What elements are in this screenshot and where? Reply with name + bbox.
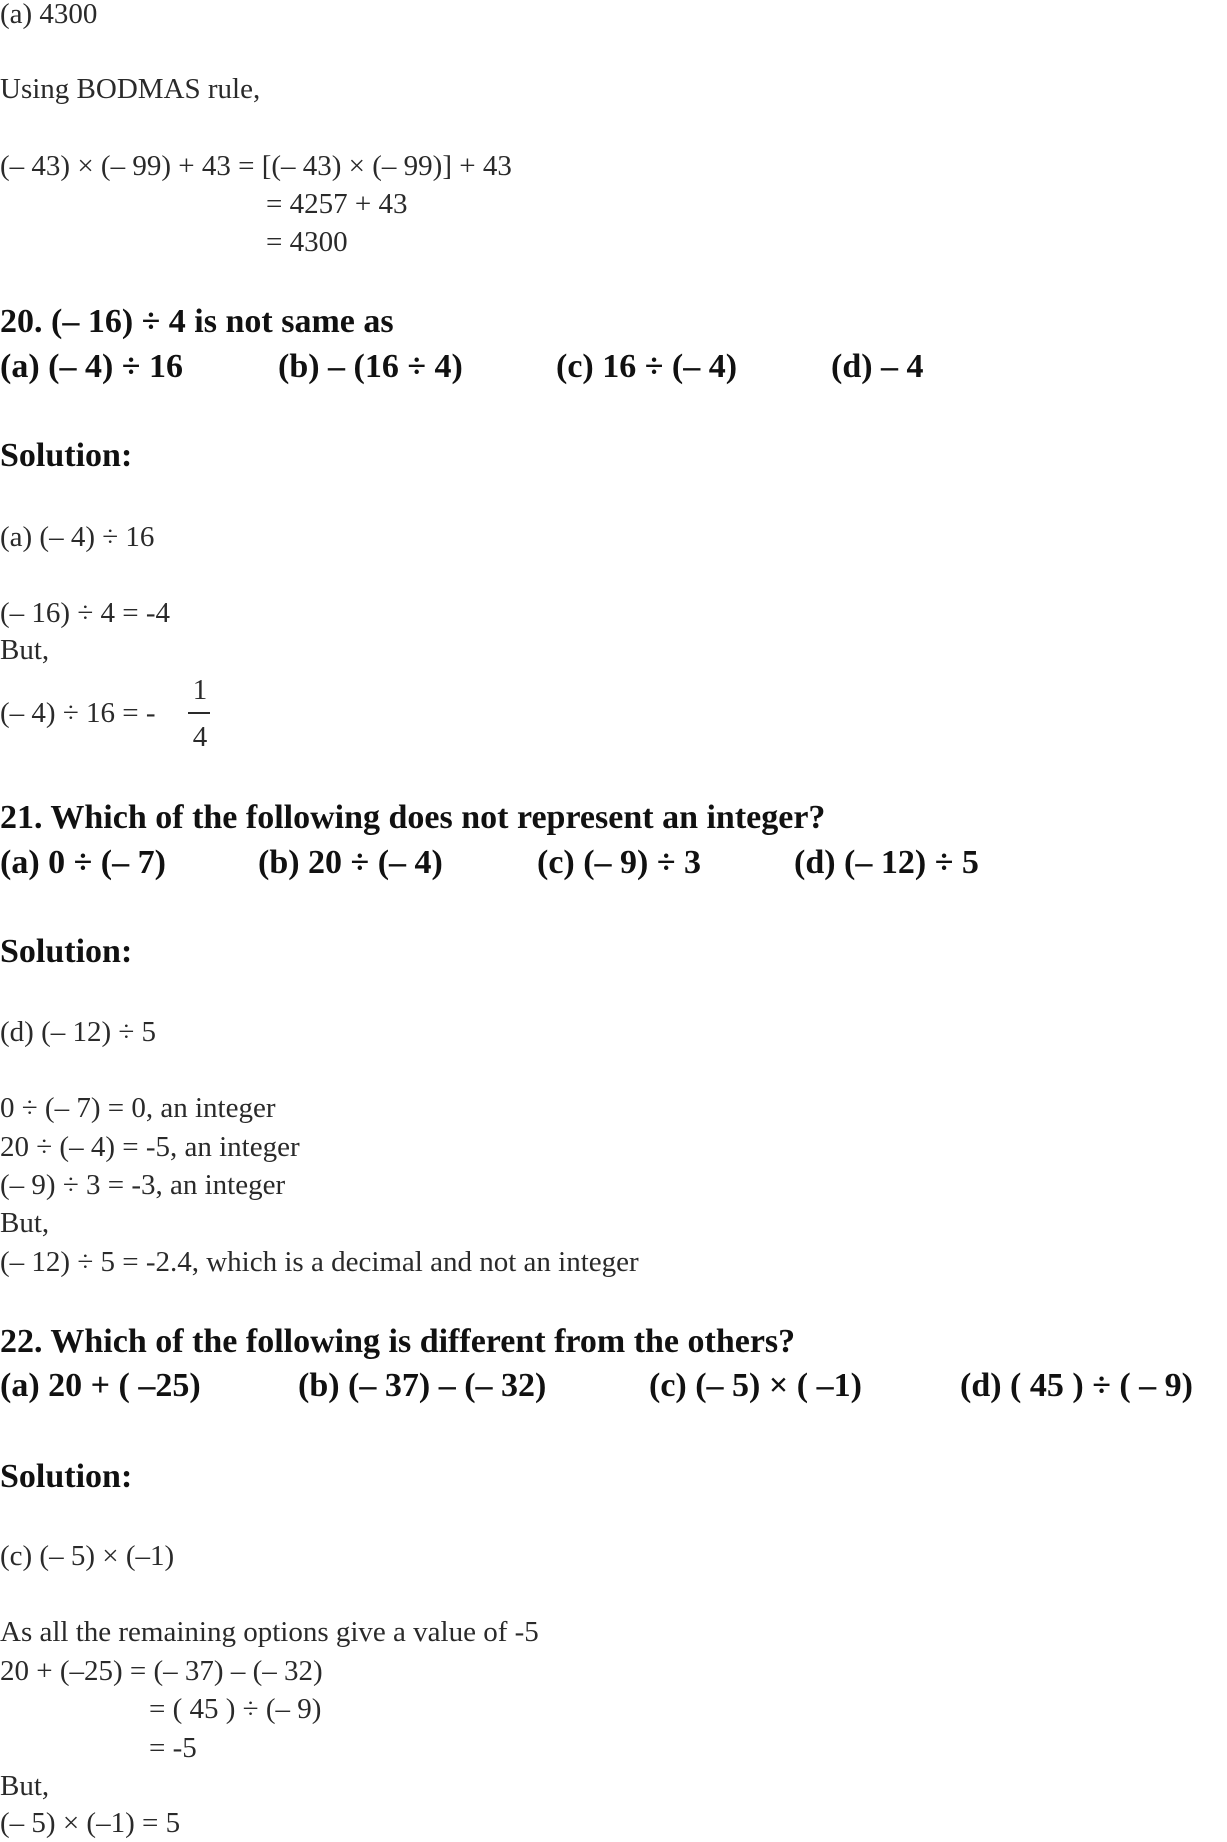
fraction-bar xyxy=(188,712,210,714)
q19-answer: (a) 4300 xyxy=(0,0,98,30)
q20-line: But, xyxy=(0,634,50,666)
q21-line: 0 ÷ (– 7) = 0, an integer xyxy=(0,1092,276,1124)
q22-option-a: (a) 20 + ( –25) xyxy=(0,1367,201,1404)
q20-question: 20. (– 16) ÷ 4 is not same as xyxy=(0,303,394,340)
q22-line: 20 + (–25) = (– 37) – (– 32) xyxy=(0,1655,323,1687)
q20-solution-heading: Solution: xyxy=(0,437,133,474)
q22-line: As all the remaining options give a value of -5 xyxy=(0,1616,539,1648)
q21-option-a: (a) 0 ÷ (– 7) xyxy=(0,844,166,881)
q22-option-c: (c) (– 5) × ( –1) xyxy=(649,1367,862,1404)
q21-option-d: (d) (– 12) ÷ 5 xyxy=(794,844,979,881)
q21-answer: (d) (– 12) ÷ 5 xyxy=(0,1016,157,1048)
q19-step: = 4257 + 43 xyxy=(266,188,408,220)
q19-step: = 4300 xyxy=(266,226,348,258)
q22-option-d: (d) ( 45 ) ÷ ( – 9) xyxy=(960,1367,1194,1404)
q21-solution-heading: Solution: xyxy=(0,933,133,970)
q22-line: = ( 45 ) ÷ (– 9) xyxy=(149,1693,322,1725)
q22-line: But, xyxy=(0,1770,50,1802)
q21-line: 20 ÷ (– 4) = -5, an integer xyxy=(0,1131,300,1163)
q20-option-a: (a) (– 4) ÷ 16 xyxy=(0,348,183,385)
q22-line: = -5 xyxy=(149,1732,197,1764)
fraction-denominator: 4 xyxy=(192,721,208,753)
q20-option-d: (d) – 4 xyxy=(831,348,924,385)
q20-option-c: (c) 16 ÷ (– 4) xyxy=(556,348,738,385)
q22-line: (– 5) × (–1) = 5 xyxy=(0,1807,181,1839)
q21-line: (– 12) ÷ 5 = -2.4, which is a decimal and not an integer xyxy=(0,1246,639,1278)
q19-intro: Using BODMAS rule, xyxy=(0,73,261,105)
q20-line: (– 4) ÷ 16 = - xyxy=(0,697,156,729)
q21-option-c: (c) (– 9) ÷ 3 xyxy=(537,844,702,881)
q22-answer: (c) (– 5) × (–1) xyxy=(0,1540,175,1572)
q22-solution-heading: Solution: xyxy=(0,1458,133,1495)
q22-option-b: (b) (– 37) – (– 32) xyxy=(298,1367,547,1404)
q22-question: 22. Which of the following is different from the others? xyxy=(0,1323,796,1360)
q21-option-b: (b) 20 ÷ (– 4) xyxy=(258,844,443,881)
q21-line: (– 9) ÷ 3 = -3, an integer xyxy=(0,1169,286,1201)
q21-line: But, xyxy=(0,1207,50,1239)
q20-answer: (a) (– 4) ÷ 16 xyxy=(0,521,155,553)
q20-line: (– 16) ÷ 4 = -4 xyxy=(0,597,170,629)
fraction-numerator: 1 xyxy=(192,674,208,706)
q19-step: (– 43) × (– 99) + 43 = [(– 43) × (– 99)] + 43 xyxy=(0,150,512,182)
q21-question: 21. Which of the following does not represent an integer? xyxy=(0,799,826,836)
q20-option-b: (b) – (16 ÷ 4) xyxy=(278,348,463,385)
